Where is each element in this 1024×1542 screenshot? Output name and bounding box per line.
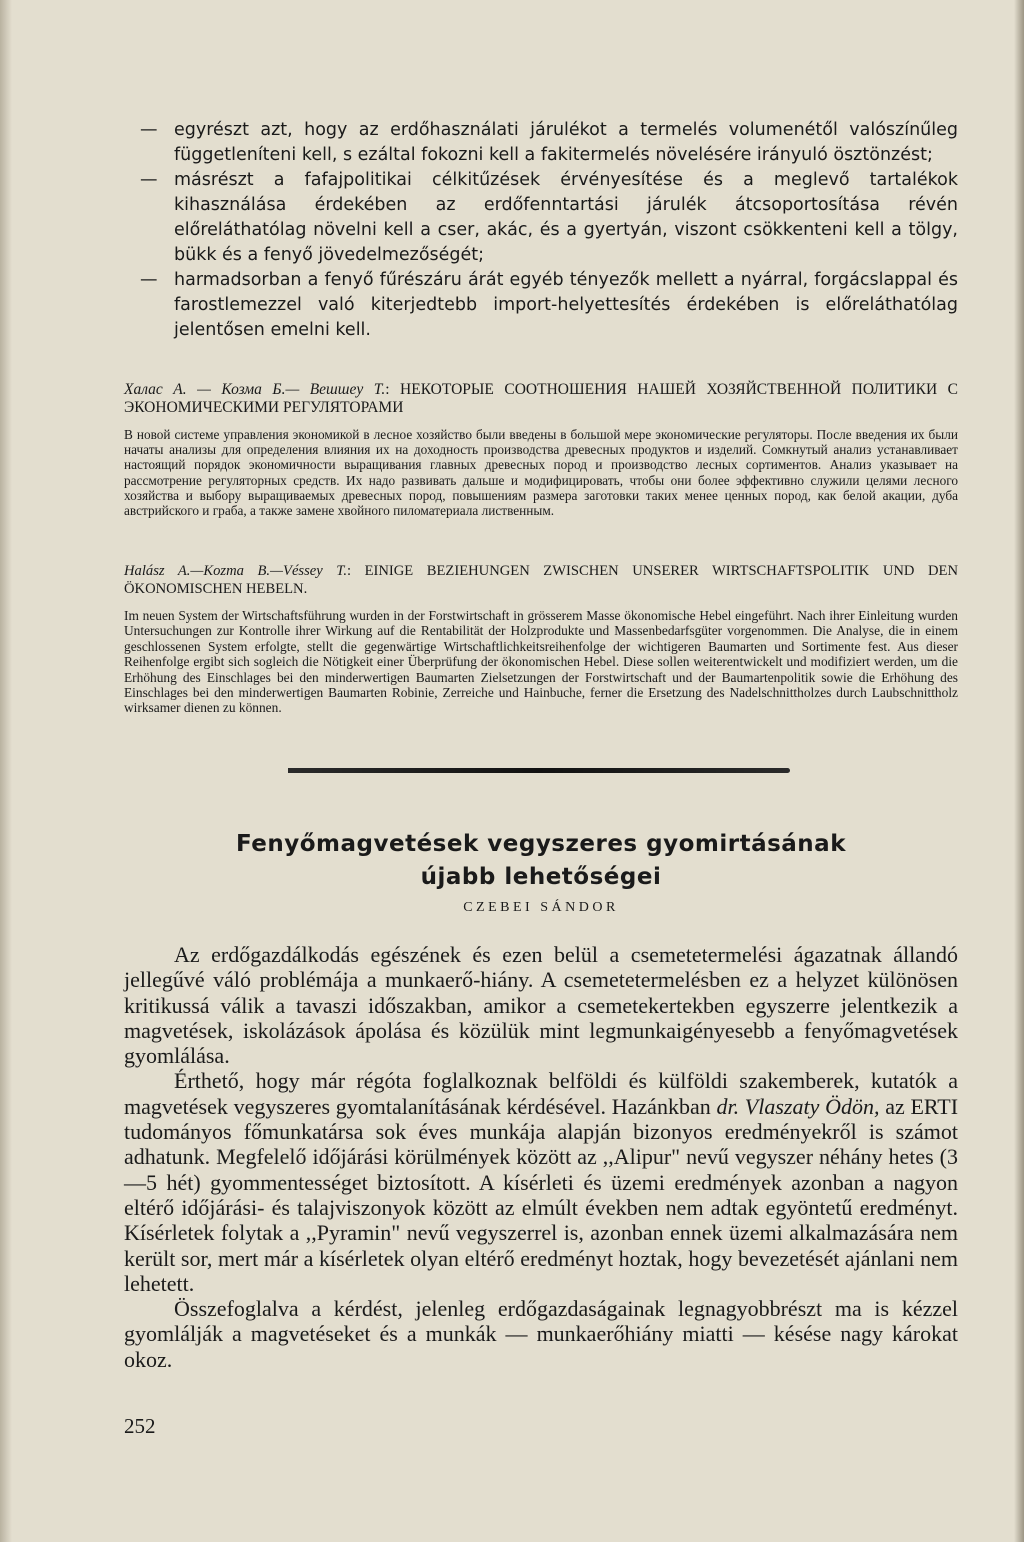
paragraph-text: az ERTI tudományos főmunkatársa sok éves munkája alapján bizonyos eredményekről is számot adhatunk. Megfelelő időjárási körülmények között az ,,Alipur" nevű vegyszer néhány hetes (3—5 hét) gyommentességet biztosított. A kísérleti és üzemi eredmények azonban a nagyon eltérő időjárási- és talajviszonyok között az elmúlt években nem adtak egyöntetű eredményt. Kísérletek folytak a ,,Pyramin" nevű vegyszerrel is, azonban ennek üzemi alkalmazására nem került sor, mert már a kísérletek olyan eltérő eredményt hoztak, hogy bevezetését ajánlani nem lehetett. bbox=[124, 1093, 959, 1296]
article-title-line: újabb lehetőségei bbox=[420, 864, 662, 890]
person-name: dr. Vlaszaty Ödön, bbox=[716, 1093, 880, 1119]
abstract-heading: : EINIGE BEZIEHUNGEN ZWISCHEN UNSERER WIRTSCHAFTSPOLITIK UND DEN ÖKONOMISCHEN HEBELN. bbox=[124, 563, 958, 597]
bullet-text: másrészt a fafajpolitikai célkitűzések érvényesítése és a meglevő tartalékok kihasználása érdekében az erdőfenntartási járulék átcsoportosítása révén előreláthatólag növelni kell a cser, akác, és a gyertyán, viszont csökkenteni kell a tölgy, bükk és a fenyő jövedelmezőségét; bbox=[174, 170, 958, 265]
bullet-dash: — bbox=[140, 270, 158, 290]
page-edge-right bbox=[1014, 0, 1024, 1542]
page-edge-left bbox=[0, 0, 12, 1542]
list-item bbox=[140, 268, 958, 343]
paragraph-text: Érthető, hogy már régóta foglalkoznak belföldi és külföldi szakemberek, kutatók a magvetések vegyszeres gyomtalanításának kérdésével. Hazánkban bbox=[124, 1068, 958, 1119]
article-body bbox=[124, 942, 958, 1372]
article-author: CZEBEI SÁNDOR bbox=[463, 900, 619, 915]
abstract-body: Im neuen System der Wirtschaftsführung wurden in der Forstwirtschaft in grösserem Masse ökonomische Hebel eingeführt. Nach ihrer Einleitung wurden Untersuchungen zur Kontrolle ihrer Wirkung auf die Rentabilität der Holzprodukte und Massenbedarfsgüter vorgenommen. Die Analyse, die in einem geschlossenen System erfolgte, stellt die gegenwärtige Wirtschaftlichkeitsreihenfolge der wichtigeren Baumarten und Sortimente fest. Aus dieser Reihenfolge ergibt sich sogleich die Nötigkeit einer Überprüfung der ökonomischen Hebel. Diese sollen weiterentwickelt und modifiziert werden, um die Erhöhung des Einschlages bei den minderwertigen Baumarten Zielsetzungen der Forstwirtschaft und der Baumartenpolitik sowie die Erhöhung des Einschlages bei den minderwertigen Baumarten Robinie, Zerreiche und Hainbuche, ferner die Ersetzung des Nadelschnittholzes durch Laubschnittholz wirksamer dienen zu können. bbox=[124, 608, 958, 716]
bullet-dash: — bbox=[140, 170, 158, 190]
paragraph bbox=[124, 1068, 958, 1296]
bullet-list bbox=[140, 118, 958, 343]
paragraph: Az erdőgazdálkodás egészének és ezen belül a csemetetermelési ágazatnak állandó jellegűvé váló problémája a munkaerő-hiány. A csemetetermelésben ez a helyzet különösen kritikussá válik a tavaszi időszakban, amikor a csemetekertekben egyszerre jelentkezik a magvetések, iskolázások ápolása és közülük mint legmunkaigényesebb a fenyőmagvetések gyomlálása. bbox=[124, 942, 958, 1069]
abstract-heading: : НЕКОТОРЫЕ СООТНОШЕНИЯ НАШЕЙ ХОЗЯЙСТВЕННОЙ ПОЛИТИКИ С ЭКОНОМИЧЕСКИМИ РЕГУЛЯТОРАМИ bbox=[124, 381, 958, 416]
page-number: 252 bbox=[124, 1414, 156, 1438]
abstract-authors: Halász A.—Kozma B.—Véssey T. bbox=[124, 563, 347, 579]
abstract-title bbox=[124, 562, 958, 598]
abstract-russian bbox=[124, 381, 958, 518]
abstract-body: В новой системе управления экономикой в лесное хозяйство были введены в большой мере экономические регуляторы. После введения их были начаты анализы для определения влияния их на доходность производства древесных продуктов и изделий. Сомкнутый анализ устанавливает настоящий порядок экономичности выращивания главных древесных пород и производство лесных сортиментов. Анализ указывает на рассмотрение регуляторных средств. Их надо развивать дальше и модифицировать, чтобы они более эффективно служили целями лесного хозяйства и выбору выращиваемых древесных пород, повышениям размера заготовки таких менее ценных пород, как белой акации, дуба австрийского и граба, а также замене хвойного пиломатериала лиственным. bbox=[124, 427, 958, 519]
abstract-german bbox=[124, 562, 958, 716]
section-divider bbox=[288, 768, 790, 773]
article-title-line: Fenyőmagvetések vegyszeres gyomirtásának bbox=[235, 831, 846, 857]
list-item bbox=[140, 118, 958, 168]
bullet-text: harmadsorban a fenyő fűrészáru árát egyéb tényezők mellett a nyárral, forgácslappal és farostlemezzel való kiterjedtebb import-helyettesítés érdekében is előreláthatólag jelentősen emelni kell. bbox=[174, 270, 958, 340]
paragraph: Összefoglalva a kérdést, jelenleg erdőgazdaságainak legnagyobbrészt ma is kézzel gyomlálják a magvetéseket és a munkák — munkaerőhiány miatti — késése nagy károkat okoz. bbox=[124, 1296, 958, 1372]
list-item bbox=[140, 168, 958, 268]
abstract-title bbox=[124, 381, 958, 417]
bullet-text: egyrészt azt, hogy az erdőhasználati járulékot a termelés volumenétől valószínűleg függetleníteni kell, s ezáltal fokozni kell a fakitermelés növelésére irányuló ösztönzést; bbox=[174, 120, 958, 165]
bullet-dash: — bbox=[140, 120, 158, 140]
article-title bbox=[124, 828, 958, 894]
abstract-authors: Халас А. — Козма Б.— Вешшеу Т. bbox=[124, 381, 386, 398]
